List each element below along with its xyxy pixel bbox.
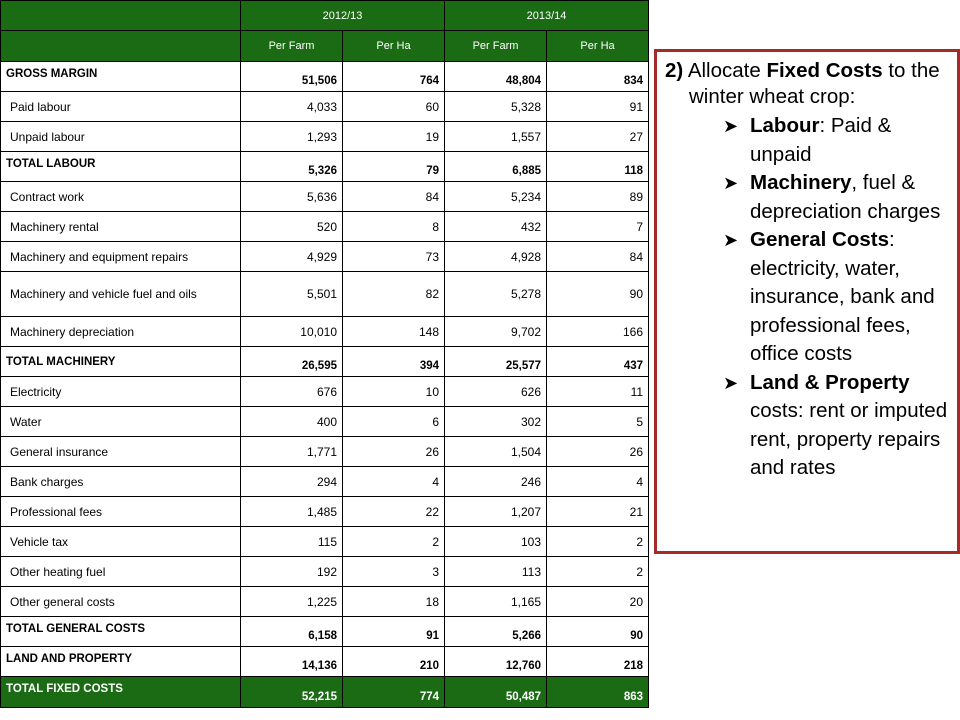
row-value: 1,771 (241, 437, 343, 467)
row-value: 12,760 (445, 647, 547, 677)
table-row (1, 527, 649, 557)
row-value: 5 (547, 407, 649, 437)
callout-intro-bold: Fixed Costs (766, 59, 883, 82)
row-label: TOTAL MACHINERY (1, 347, 241, 377)
year-header-2012: 2012/13 (241, 1, 445, 31)
row-value: 432 (445, 212, 547, 242)
row-label: Unpaid labour (1, 122, 241, 152)
row-label: TOTAL FIXED COSTS (1, 677, 241, 708)
row-value: 10,010 (241, 317, 343, 347)
row-value: 22 (343, 497, 445, 527)
row-value: 1,225 (241, 587, 343, 617)
row-label: GROSS MARGIN (1, 62, 241, 92)
table-row (1, 212, 649, 242)
bullet-bold: Machinery (750, 171, 852, 194)
total-row (1, 62, 649, 92)
row-value: 52,215 (241, 677, 343, 708)
total-row (1, 617, 649, 647)
row-value: 26,595 (241, 347, 343, 377)
row-value: 6,158 (241, 617, 343, 647)
row-value: 5,278 (445, 272, 547, 317)
row-value: 73 (343, 242, 445, 272)
row-value: 302 (445, 407, 547, 437)
row-label: Other general costs (1, 587, 241, 617)
bullet-text: : Paid & unpaid (750, 114, 892, 166)
total-row (1, 152, 649, 182)
row-value: 60 (343, 92, 445, 122)
row-value: 25,577 (445, 347, 547, 377)
row-label: Paid labour (1, 92, 241, 122)
year-header-2013: 2013/14 (445, 1, 649, 31)
sub-header-corner (1, 31, 241, 62)
row-value: 192 (241, 557, 343, 587)
table-row (1, 437, 649, 467)
row-value: 1,504 (445, 437, 547, 467)
sub-header-per-farm: Per Farm (445, 31, 547, 62)
bullet-text: costs: rent or imputed rent, property repairs and rates (750, 399, 948, 479)
table-row (1, 377, 649, 407)
row-value: 774 (343, 677, 445, 708)
row-value: 2 (547, 527, 649, 557)
row-value: 5,266 (445, 617, 547, 647)
row-value: 4 (343, 467, 445, 497)
callout-bullet (665, 169, 951, 226)
row-value: 1,165 (445, 587, 547, 617)
row-label: Machinery and equipment repairs (1, 242, 241, 272)
table-row (1, 467, 649, 497)
row-value: 91 (547, 92, 649, 122)
row-value: 50,487 (445, 677, 547, 708)
table-row (1, 317, 649, 347)
row-value: 400 (241, 407, 343, 437)
row-value: 5,234 (445, 182, 547, 212)
row-label: TOTAL GENERAL COSTS (1, 617, 241, 647)
arrow-bullet-icon: ➤ (723, 230, 739, 250)
row-value: 9,702 (445, 317, 547, 347)
row-value: 89 (547, 182, 649, 212)
arrow-bullet-icon: ➤ (723, 116, 739, 136)
callout-bullet (665, 226, 951, 369)
bullet-bold: Land & Property (750, 370, 910, 394)
row-value: 246 (445, 467, 547, 497)
callout-bullet (665, 369, 951, 483)
row-value: 1,207 (445, 497, 547, 527)
row-value: 294 (241, 467, 343, 497)
row-value: 84 (547, 242, 649, 272)
table-row (1, 407, 649, 437)
sub-header-row (1, 31, 649, 62)
callout-intro-after: to the winter wheat crop: (689, 59, 940, 108)
row-value: 3 (343, 557, 445, 587)
row-value: 11 (547, 377, 649, 407)
row-value: 218 (547, 647, 649, 677)
row-value: 394 (343, 347, 445, 377)
row-value: 2 (343, 527, 445, 557)
row-value: 20 (547, 587, 649, 617)
row-value: 5,328 (445, 92, 547, 122)
sub-header-per-farm: Per Farm (241, 31, 343, 62)
row-value: 90 (547, 272, 649, 317)
row-value: 26 (343, 437, 445, 467)
table-row (1, 242, 649, 272)
total-row (1, 677, 649, 708)
callout-number: 2) (665, 59, 684, 82)
bullet-bold: General Costs (750, 228, 889, 251)
row-value: 19 (343, 122, 445, 152)
row-value: 5,501 (241, 272, 343, 317)
bullet-text: , fuel & depreciation charges (750, 171, 941, 223)
callout-intro-before: Allocate (687, 59, 761, 82)
row-value: 48,804 (445, 62, 547, 92)
row-label: Other heating fuel (1, 557, 241, 587)
row-label: Vehicle tax (1, 527, 241, 557)
row-label: Bank charges (1, 467, 241, 497)
row-value: 103 (445, 527, 547, 557)
row-value: 7 (547, 212, 649, 242)
row-value: 118 (547, 152, 649, 182)
row-value: 626 (445, 377, 547, 407)
row-value: 2 (547, 557, 649, 587)
row-value: 1,557 (445, 122, 547, 152)
row-value: 115 (241, 527, 343, 557)
row-label: Electricity (1, 377, 241, 407)
table-row (1, 92, 649, 122)
row-value: 4,928 (445, 242, 547, 272)
row-label: TOTAL LABOUR (1, 152, 241, 182)
row-value: 6,885 (445, 152, 547, 182)
total-row (1, 347, 649, 377)
row-label: Machinery rental (1, 212, 241, 242)
table-row (1, 587, 649, 617)
row-value: 4,929 (241, 242, 343, 272)
row-value: 51,506 (241, 62, 343, 92)
row-value: 79 (343, 152, 445, 182)
row-value: 14,136 (241, 647, 343, 677)
callout-bullet (665, 112, 951, 169)
arrow-bullet-icon: ➤ (723, 173, 739, 193)
table-row (1, 272, 649, 317)
sub-header-per-ha: Per Ha (343, 31, 445, 62)
row-value: 764 (343, 62, 445, 92)
row-value: 27 (547, 122, 649, 152)
callout-intro (665, 58, 951, 110)
row-value: 26 (547, 437, 649, 467)
table-row (1, 122, 649, 152)
row-value: 148 (343, 317, 445, 347)
year-header-row (1, 1, 649, 31)
fixed-costs-callout (654, 49, 960, 554)
row-value: 5,636 (241, 182, 343, 212)
row-value: 90 (547, 617, 649, 647)
callout-bullet-list (665, 112, 951, 483)
row-value: 10 (343, 377, 445, 407)
row-label: Machinery depreciation (1, 317, 241, 347)
row-value: 8 (343, 212, 445, 242)
row-value: 4 (547, 467, 649, 497)
sub-header-per-ha: Per Ha (547, 31, 649, 62)
row-value: 1,293 (241, 122, 343, 152)
row-label: LAND AND PROPERTY (1, 647, 241, 677)
row-value: 863 (547, 677, 649, 708)
bullet-text: : electricity, water, insurance, bank and professional fees, office costs (750, 228, 935, 365)
row-value: 166 (547, 317, 649, 347)
row-value: 18 (343, 587, 445, 617)
row-label: General insurance (1, 437, 241, 467)
total-row (1, 647, 649, 677)
row-label: Machinery and vehicle fuel and oils (1, 272, 241, 317)
bullet-bold: Labour (750, 114, 820, 137)
row-value: 210 (343, 647, 445, 677)
row-value: 82 (343, 272, 445, 317)
row-value: 4,033 (241, 92, 343, 122)
table-row (1, 557, 649, 587)
row-value: 676 (241, 377, 343, 407)
row-value: 91 (343, 617, 445, 647)
table-row (1, 497, 649, 527)
row-value: 520 (241, 212, 343, 242)
header-corner (1, 1, 241, 31)
row-value: 6 (343, 407, 445, 437)
row-label: Professional fees (1, 497, 241, 527)
table-row (1, 182, 649, 212)
row-label: Water (1, 407, 241, 437)
row-label: Contract work (1, 182, 241, 212)
arrow-bullet-icon: ➤ (723, 372, 739, 393)
row-value: 834 (547, 62, 649, 92)
row-value: 5,326 (241, 152, 343, 182)
row-value: 84 (343, 182, 445, 212)
row-value: 437 (547, 347, 649, 377)
row-value: 113 (445, 557, 547, 587)
row-value: 21 (547, 497, 649, 527)
row-value: 1,485 (241, 497, 343, 527)
